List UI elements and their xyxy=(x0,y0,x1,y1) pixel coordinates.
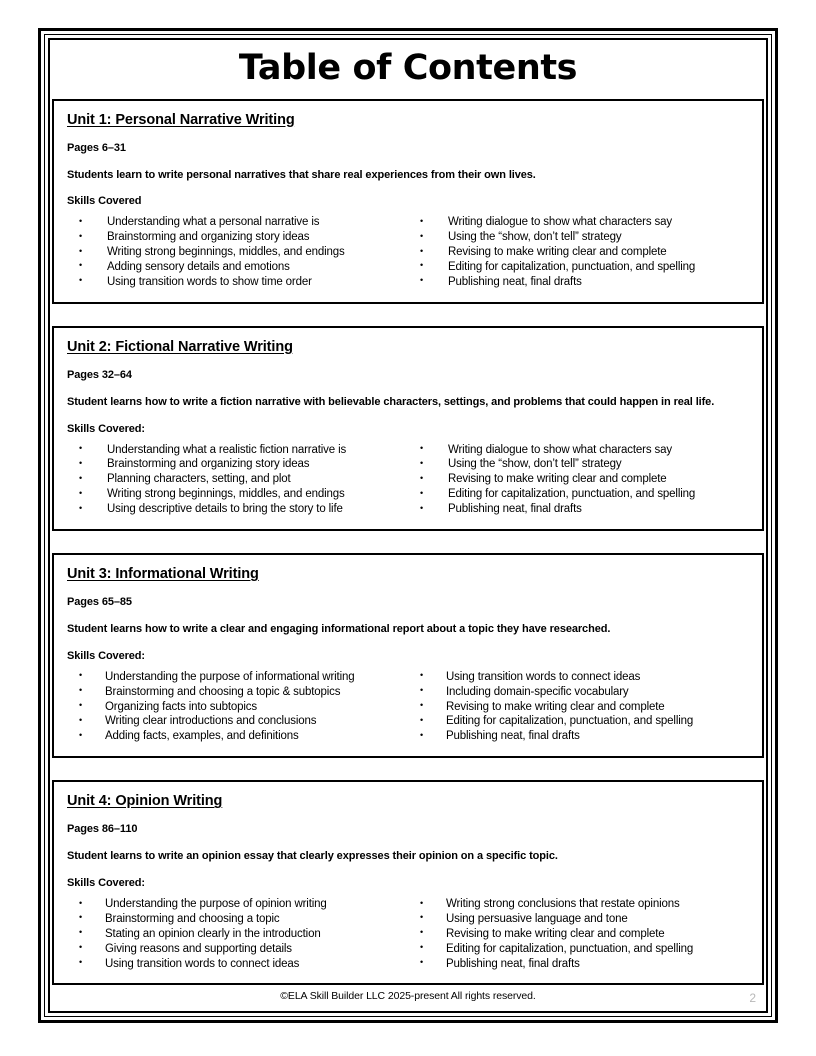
list-item: • Adding facts, examples, and definitions xyxy=(67,729,408,743)
unit-card-4 xyxy=(52,780,764,985)
list-item: • Publishing neat, final drafts xyxy=(408,957,749,971)
skills-covered-label: Skills Covered: xyxy=(67,877,145,889)
unit-page-range: Pages 32–64 xyxy=(67,368,132,381)
list-item: • Understanding the purpose of opinion writing xyxy=(67,897,408,911)
list-item: • Understanding the purpose of informational writing xyxy=(67,670,408,684)
list-item: • Using transition words to connect ideas xyxy=(67,957,408,971)
page-content xyxy=(52,40,764,1012)
list-item: • Writing clear introductions and conclusions xyxy=(67,714,408,728)
list-item: • Writing strong beginnings, middles, and endings xyxy=(67,245,408,259)
list-item: • Writing dialogue to show what characters say xyxy=(408,215,749,229)
unit-title: Unit 4: Opinion Writing xyxy=(67,793,223,810)
list-item: • Stating an opinion clearly in the introduction xyxy=(67,927,408,941)
skills-column-right xyxy=(408,670,749,744)
list-item: • Brainstorming and choosing a topic xyxy=(67,912,408,926)
skills-columns xyxy=(67,215,749,289)
unit-card-2 xyxy=(52,326,764,531)
list-item: • Planning characters, setting, and plot xyxy=(67,472,408,486)
unit-description: Students learn to write personal narratives that share real experiences from their own lives. xyxy=(67,168,536,181)
skills-column-right xyxy=(408,443,749,517)
skills-covered-label: Skills Covered: xyxy=(67,649,145,662)
list-item: • Understanding what a personal narrative is xyxy=(67,215,408,229)
list-item: • Editing for capitalization, punctuation, and spelling xyxy=(408,487,749,501)
list-item: • Adding sensory details and emotions xyxy=(67,260,408,274)
skills-column-right xyxy=(408,897,749,971)
list-item: • Using the “show, don’t tell” strategy xyxy=(408,457,749,471)
list-item: • Editing for capitalization, punctuation, and spelling xyxy=(408,714,749,728)
list-item: • Brainstorming and organizing story ideas xyxy=(67,457,408,471)
list-item: • Using transition words to connect ideas xyxy=(408,670,749,684)
list-item: • Writing dialogue to show what characters say xyxy=(408,443,749,457)
list-item: • Using the “show, don’t tell” strategy xyxy=(408,230,749,244)
unit-page-range: Pages 6–31 xyxy=(67,141,126,154)
list-item: • Organizing facts into subtopics xyxy=(67,700,408,714)
list-item: • Writing strong conclusions that restate opinions xyxy=(408,897,749,911)
skills-list-right xyxy=(408,443,749,517)
copyright-notice: ©ELA Skill Builder LLC 2025-present All rights reserved. xyxy=(280,990,536,1002)
list-item: • Publishing neat, final drafts xyxy=(408,502,749,516)
skills-column-left xyxy=(67,670,408,744)
page-footer xyxy=(52,990,764,1010)
list-item: • Using transition words to show time order xyxy=(67,275,408,289)
skills-list-left xyxy=(67,443,408,517)
skills-column-left xyxy=(67,215,408,289)
skills-column-left xyxy=(67,897,408,971)
skills-column-right xyxy=(408,215,749,289)
unit-description: Student learns to write an opinion essay that clearly expresses their opinion on a specific topic. xyxy=(67,850,558,863)
list-item: • Using persuasive language and tone xyxy=(408,912,749,926)
list-item: • Understanding what a realistic fiction narrative is xyxy=(67,443,408,457)
list-item: • Revising to make writing clear and complete xyxy=(408,472,749,486)
skills-list-left xyxy=(67,215,408,289)
skills-list-right xyxy=(408,670,749,744)
skills-covered-label: Skills Covered xyxy=(67,195,142,208)
unit-card-3 xyxy=(52,553,764,758)
unit-page-range: Pages 86–110 xyxy=(67,823,138,836)
skills-list-right xyxy=(408,897,749,971)
skills-list-right xyxy=(408,215,749,289)
skills-list-left xyxy=(67,897,408,971)
list-item: • Brainstorming and organizing story ideas xyxy=(67,230,408,244)
skills-columns xyxy=(67,897,749,971)
skills-column-left xyxy=(67,443,408,517)
list-item: • Publishing neat, final drafts xyxy=(408,729,749,743)
list-item: • Writing strong beginnings, middles, and endings xyxy=(67,487,408,501)
page-title: Table of Contents xyxy=(238,48,578,88)
list-item: • Editing for capitalization, punctuation, and spelling xyxy=(408,942,749,956)
list-item: • Revising to make writing clear and complete xyxy=(408,245,749,259)
list-item: • Using descriptive details to bring the story to life xyxy=(67,502,408,516)
unit-title: Unit 3: Informational Writing xyxy=(67,565,259,582)
unit-card-1 xyxy=(52,99,764,304)
unit-description: Student learns how to write a clear and engaging informational report about a topic they have researched. xyxy=(67,622,611,635)
unit-title: Unit 1: Personal Narrative Writing xyxy=(67,111,295,128)
unit-description: Student learns how to write a fiction narrative with believable characters, settings, and problems that could happen in real life. xyxy=(67,395,715,408)
skills-covered-label: Skills Covered: xyxy=(67,422,145,435)
list-item: • Giving reasons and supporting details xyxy=(67,942,408,956)
unit-page-range: Pages 65–85 xyxy=(67,595,132,608)
list-item: • Revising to make writing clear and complete xyxy=(408,927,749,941)
list-item: • Revising to make writing clear and complete xyxy=(408,700,749,714)
page-number: 2 xyxy=(749,991,756,1005)
list-item: • Including domain-specific vocabulary xyxy=(408,685,749,699)
skills-columns xyxy=(67,670,749,744)
unit-title: Unit 2: Fictional Narrative Writing xyxy=(67,338,293,355)
list-item: • Publishing neat, final drafts xyxy=(408,275,749,289)
list-item: • Editing for capitalization, punctuation, and spelling xyxy=(408,260,749,274)
skills-columns xyxy=(67,443,749,517)
skills-list-left xyxy=(67,670,408,744)
list-item: • Brainstorming and choosing a topic & subtopics xyxy=(67,685,408,699)
